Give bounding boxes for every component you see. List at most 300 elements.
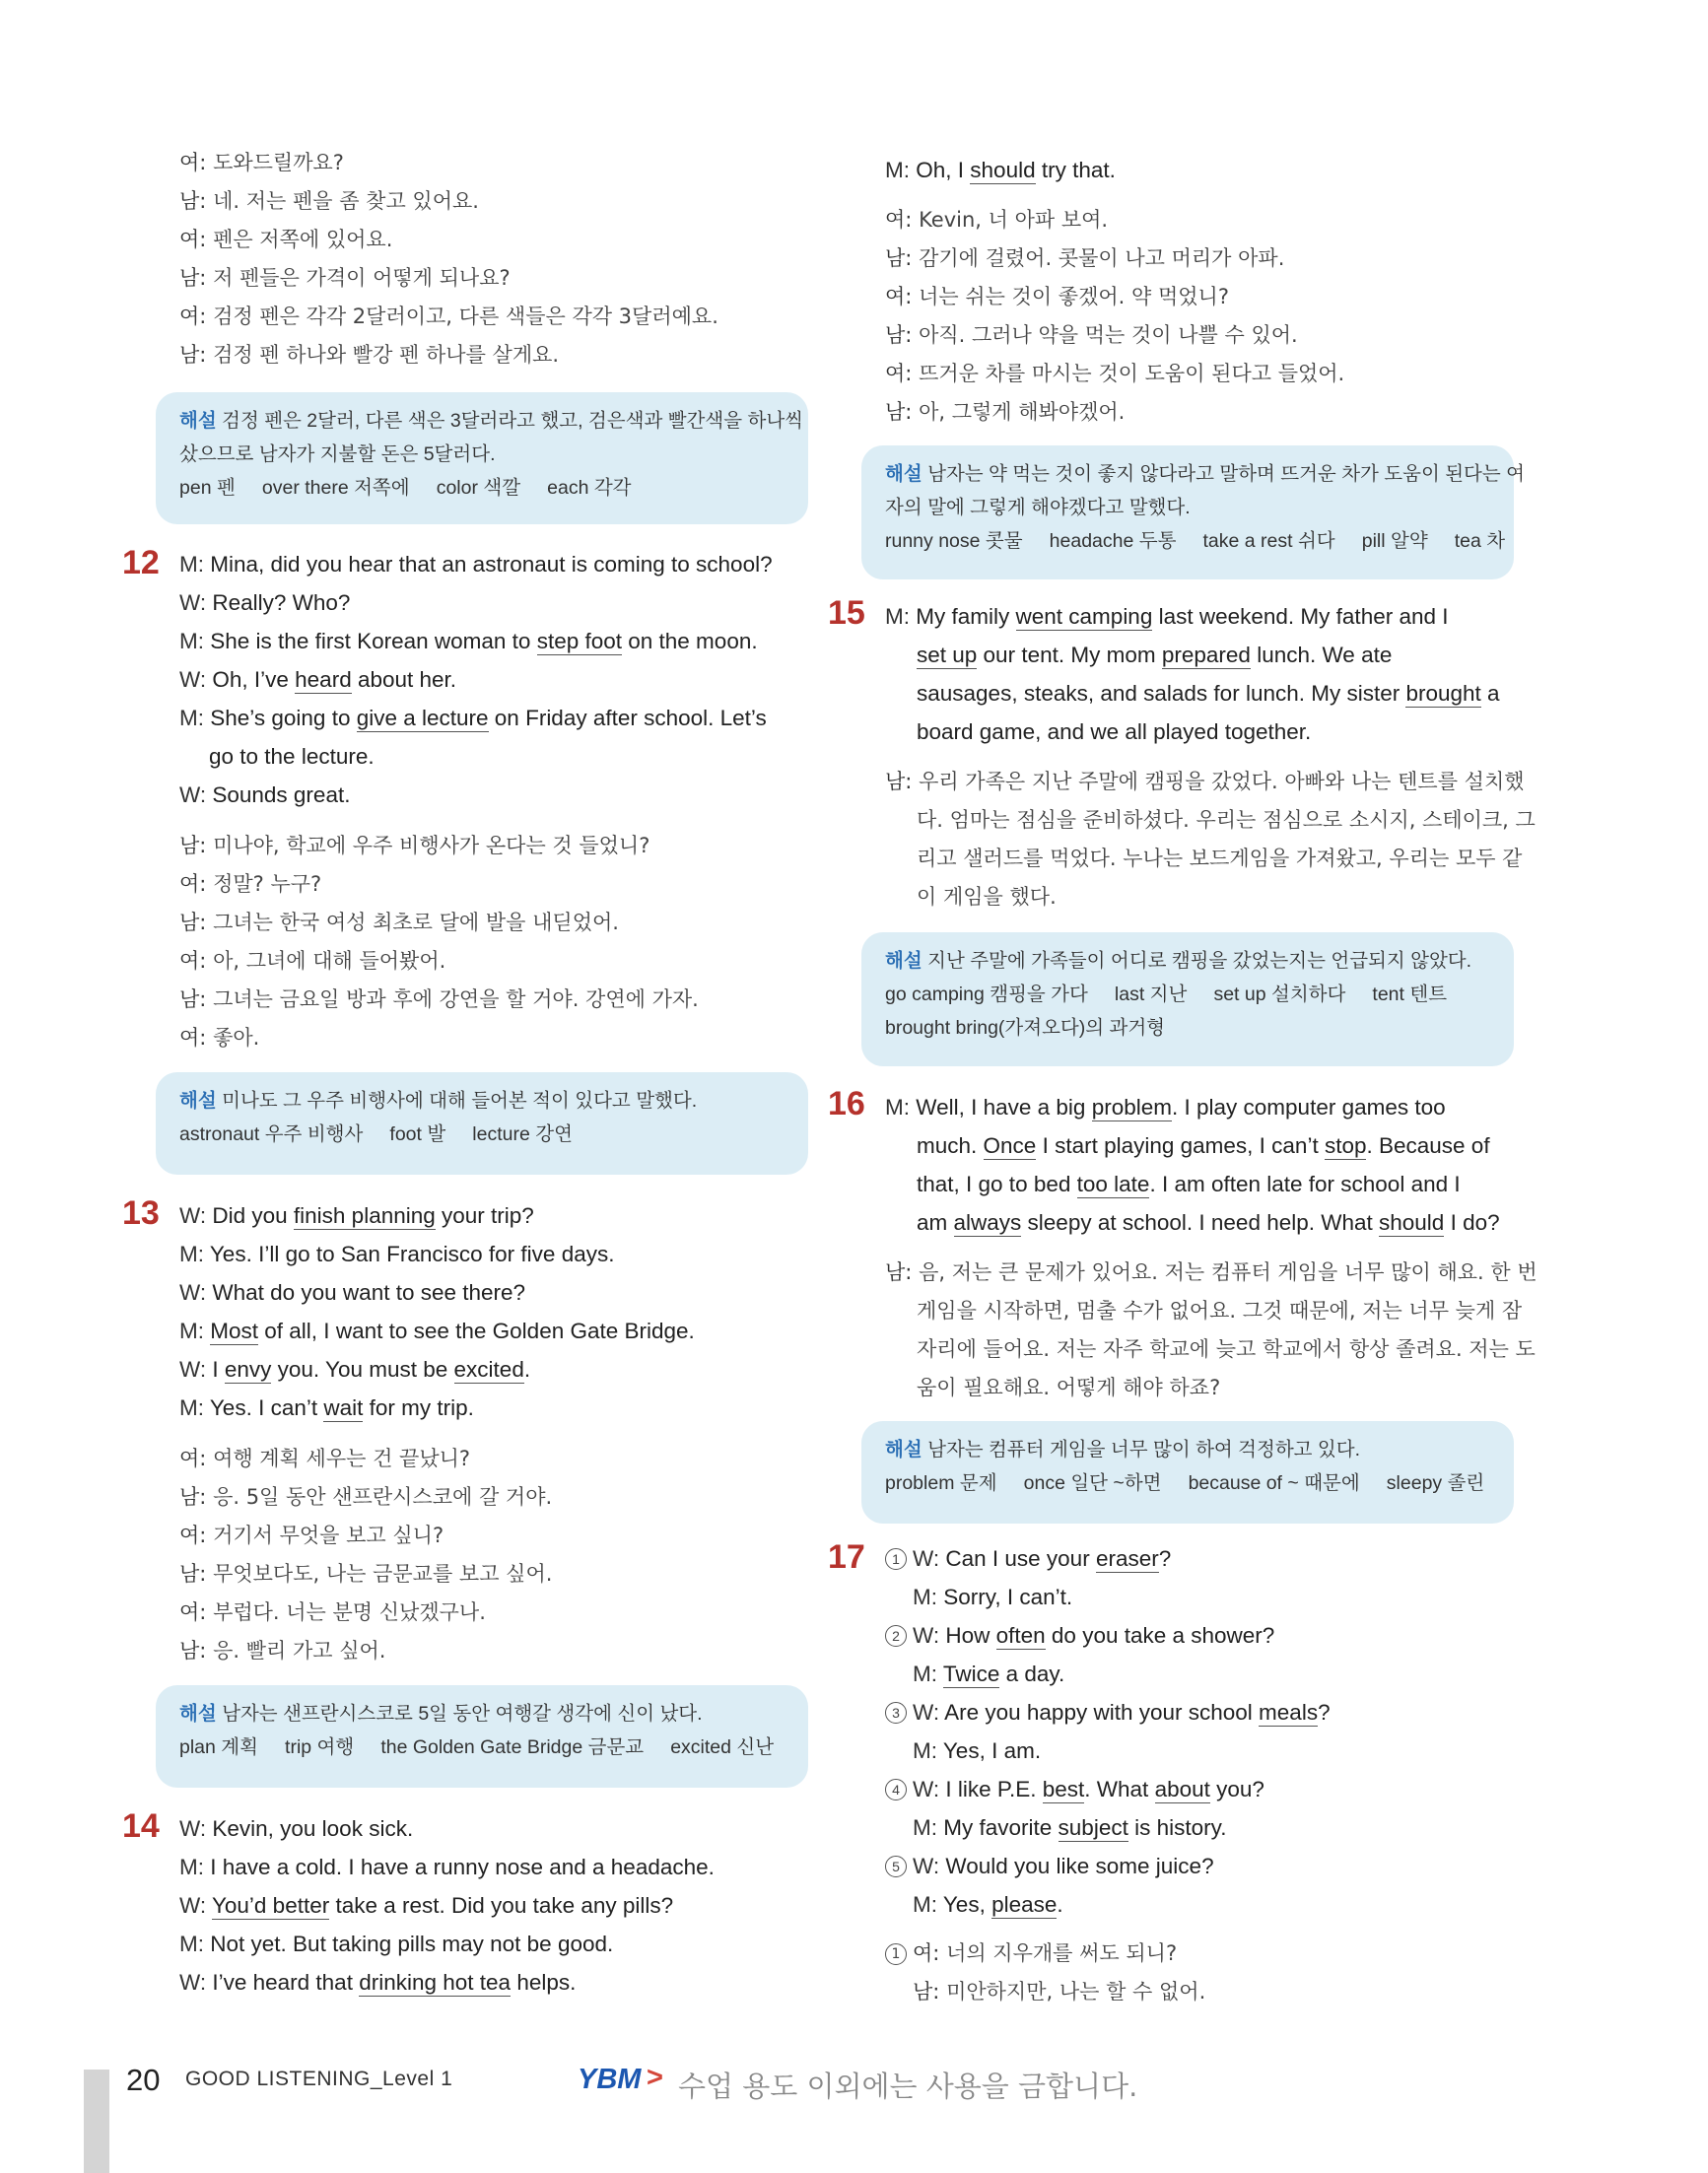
dialog-text: I have a cold. I have a runny nose and a headache. xyxy=(210,1855,715,1879)
translation-text: 이 게임을 했다. xyxy=(917,885,1057,909)
choice-number: 3 xyxy=(885,1702,907,1724)
translation-text: 아직. 그러나 약을 먹는 것이 나쁠 수 있어. xyxy=(919,323,1298,347)
dialog-text: lunch. We ate xyxy=(1250,643,1393,667)
dialog-text: I do? xyxy=(1444,1210,1500,1235)
dialog-text: that, I go to bed xyxy=(917,1172,1077,1196)
dialog-line xyxy=(179,545,773,583)
speaker-label: W: xyxy=(179,1893,207,1918)
dialog-line xyxy=(885,597,1449,636)
explanation-label: 해설 xyxy=(885,1439,922,1460)
dialog-text: She is the first Korean woman to xyxy=(210,629,537,653)
explanation-box xyxy=(156,392,808,524)
speaker-label: M: xyxy=(885,604,910,629)
blank-answer: You’d better xyxy=(211,1893,330,1918)
translation-text: 도와드릴까요? xyxy=(213,151,344,174)
dialog-line xyxy=(179,776,350,814)
translation-line xyxy=(179,942,445,981)
explanation-body: 남자는 약 먹는 것이 좋지 않다라고 말하며 뜨거운 차가 도움이 된다는 여 xyxy=(927,463,1525,485)
speaker-label: 남: xyxy=(179,189,207,213)
translation-text: 검정 펜은 각각 2달러이고, 다른 색들은 각각 3달러예요. xyxy=(213,305,718,328)
dialog-text: sausages, steaks, and salads for lunch. My sister xyxy=(917,681,1406,706)
speaker-label: W: xyxy=(179,1970,207,1995)
explanation-box xyxy=(861,1421,1514,1524)
blank-answer: give a lecture xyxy=(356,706,489,730)
dialog-line xyxy=(917,1165,1461,1203)
translation-text: 다. 엄마는 점심을 준비하셨다. 우리는 점심으로 소시지, 스테이크, 그 xyxy=(917,808,1536,832)
speaker-label: M: xyxy=(885,1095,910,1120)
speaker-label: 여: xyxy=(179,305,207,328)
dialog-text: I xyxy=(212,1357,225,1382)
blank-answer: meals xyxy=(1259,1700,1319,1725)
blank-answer: often xyxy=(995,1623,1046,1648)
dialog-text: Sorry, I can’t. xyxy=(943,1585,1073,1609)
blank-answer: best xyxy=(1042,1777,1085,1801)
translation-text: 정말? 누구? xyxy=(213,872,322,896)
dialog-line xyxy=(917,1203,1500,1242)
translation-line xyxy=(917,801,1536,840)
speaker-label: M: xyxy=(179,1395,204,1420)
translation-line xyxy=(179,182,479,221)
dialog-text: . xyxy=(523,1357,531,1382)
translation-line xyxy=(179,298,718,336)
dialog-line xyxy=(179,622,758,660)
translation-text: 움이 필요해요. 어떻게 해야 하죠? xyxy=(917,1376,1221,1399)
dialog-line xyxy=(885,1088,1446,1126)
explanation-body: 검정 펜은 2달러, 다른 색은 3달러라고 했고, 검은색과 빨간색을 하나씩 xyxy=(222,410,803,432)
speaker-label: M: xyxy=(913,1738,937,1763)
dialog-line xyxy=(917,674,1500,713)
dialog-line xyxy=(913,1732,1041,1770)
translation-line xyxy=(179,1478,552,1517)
speaker-label: 남: xyxy=(913,1980,940,2003)
translation-text: 응. 5일 동안 샌프란시스코에 갈 거야. xyxy=(213,1485,553,1509)
translation-line xyxy=(885,316,1298,355)
speaker-label: M: xyxy=(179,706,204,730)
question-number: 14 xyxy=(122,1807,160,1845)
dialog-text: take a rest. Did you take any pills? xyxy=(329,1893,674,1918)
dialog-text: Sounds great. xyxy=(212,782,351,807)
translation-text: 뜨거운 차를 마시는 것이 도움이 된다고 들었어. xyxy=(919,362,1345,385)
dialog-text: go to the lecture. xyxy=(209,744,375,769)
vocab-list: problem 문제 once 일단 ~하면 because of ~ 때문에 sleepy 졸린 xyxy=(885,1472,1485,1494)
dialog-line xyxy=(179,1350,530,1389)
blank-answer: always xyxy=(953,1210,1022,1235)
speaker-label: M: xyxy=(179,1319,204,1343)
dialog-text: Yes. I can’t xyxy=(209,1395,324,1420)
speaker-label: 남: xyxy=(885,770,913,793)
translation-text: 미안하지만, 나는 할 수 없어. xyxy=(946,1980,1206,2003)
book-title: GOOD LISTENING_Level 1 xyxy=(185,2068,453,2090)
translation-line xyxy=(917,1369,1220,1407)
dialog-line xyxy=(179,1235,614,1273)
explanation-body: 지난 주말에 가족들이 어디로 캠핑을 갔었는지는 언급되지 않았다. xyxy=(927,950,1472,972)
vocab-list: runny nose 콧물 headache 두통 take a rest 쉬다 pill 알약 tea 차 xyxy=(885,530,1506,552)
translation-line xyxy=(885,201,1108,239)
dialog-line xyxy=(179,1963,576,2002)
dialog-text: on the moon. xyxy=(622,629,758,653)
translation-text: 거기서 무엇을 보고 싶니? xyxy=(213,1524,444,1547)
dialog-text: helps. xyxy=(511,1970,577,1995)
dialog-text: Really? Who? xyxy=(212,590,351,615)
dialog-text: Oh, I’ve xyxy=(212,667,296,692)
blank-answer: subject xyxy=(1058,1815,1128,1840)
blank-answer: step foot xyxy=(536,629,622,653)
speaker-label: 남: xyxy=(179,834,207,857)
dialog-line xyxy=(179,1389,474,1427)
translation-text: 너의 지우개를 써도 되니? xyxy=(946,1941,1178,1965)
dialog-text: Kevin, you look sick. xyxy=(212,1816,414,1841)
speaker-label: 여: xyxy=(913,1941,940,1965)
translation-line xyxy=(179,904,619,942)
dialog-text: Yes, xyxy=(942,1892,992,1917)
blank-answer: Most xyxy=(210,1319,259,1343)
speaker-label: 남: xyxy=(179,987,207,1011)
dialog-text: I start playing games, I can’t xyxy=(1036,1133,1325,1158)
translation-text: 자리에 들어요. 저는 자주 학교에 늦고 학교에서 항상 졸려요. 저는 도 xyxy=(917,1337,1536,1361)
dialog-line xyxy=(913,1655,1064,1693)
dialog-text: you. You must be xyxy=(271,1357,454,1382)
speaker-label: W: xyxy=(179,782,207,807)
dialog-text: She’s going to xyxy=(210,706,357,730)
dialog-text: is history. xyxy=(1127,1815,1227,1840)
speaker-label: 남: xyxy=(179,1562,207,1586)
speaker-label: M: xyxy=(913,1892,937,1917)
dialog-text: ? xyxy=(1318,1700,1331,1725)
speaker-label: 여: xyxy=(179,872,207,896)
speaker-label: M: xyxy=(913,1815,937,1840)
explanation-body: 남자는 컴퓨터 게임을 너무 많이 하여 걱정하고 있다. xyxy=(927,1439,1361,1460)
explanation-text xyxy=(885,1433,1360,1466)
speaker-label: 남: xyxy=(885,1260,913,1284)
dialog-text: ? xyxy=(1158,1546,1172,1571)
explanation-box xyxy=(156,1685,808,1788)
explanation-box xyxy=(156,1072,808,1175)
speaker-label: 여: xyxy=(885,362,913,385)
speaker-label: 여: xyxy=(179,949,207,973)
explanation-label: 해설 xyxy=(885,950,922,972)
footer-bar xyxy=(84,2070,109,2173)
translation-text: 검정 펜 하나와 빨강 펜 하나를 살게요. xyxy=(213,343,560,367)
dialog-text: last weekend. My father and I xyxy=(1152,604,1449,629)
speaker-label: M: xyxy=(179,629,204,653)
translation-line xyxy=(913,1973,1205,2011)
dialog-line xyxy=(179,1925,613,1963)
speaker-label: 여: xyxy=(179,1524,207,1547)
vocab-list: brought bring(가져오다)의 과거형 xyxy=(885,1017,1166,1039)
translation-line xyxy=(179,221,392,259)
translation-line xyxy=(885,239,1284,278)
translation-line xyxy=(179,336,559,374)
explanation-text: 샀으므로 남자가 지불할 돈은 5달러다. xyxy=(179,443,496,465)
translation-line xyxy=(885,278,1229,316)
translation-text: 아, 그녀에 대해 들어봤어. xyxy=(213,949,446,973)
translation-text: 네. 저는 펜을 좀 찾고 있어요. xyxy=(213,189,479,213)
question-number: 16 xyxy=(828,1085,865,1122)
usage-notice: 수업 용도 이외에는 사용을 금합니다. xyxy=(678,2070,1138,2103)
page-number: 20 xyxy=(126,2063,161,2097)
translation-line xyxy=(179,1632,385,1670)
speaker-label: W: xyxy=(179,667,207,692)
speaker-label: 남: xyxy=(179,1639,207,1663)
speaker-label: M: xyxy=(885,158,910,182)
translation-text: 미나야, 학교에 우주 비행사가 온다는 것 들었니? xyxy=(213,834,650,857)
dialog-text: . Because of xyxy=(1366,1133,1490,1158)
blank-answer: envy xyxy=(224,1357,272,1382)
dialog-text: do you take a shower? xyxy=(1045,1623,1275,1648)
blank-answer: eraser xyxy=(1095,1546,1159,1571)
explanation-label: 해설 xyxy=(179,410,217,432)
translation-line xyxy=(179,1440,470,1478)
dialog-text: a day. xyxy=(999,1662,1065,1686)
explanation-box xyxy=(861,932,1514,1066)
translation-line xyxy=(179,1517,444,1555)
translation-text: 음, 저는 큰 문제가 있어요. 저는 컴퓨터 게임을 너무 많이 해요. 한 번 xyxy=(919,1260,1537,1284)
translation-text: 펜은 저쪽에 있어요. xyxy=(213,228,393,251)
speaker-label: 남: xyxy=(885,323,913,347)
blank-answer: set up xyxy=(917,643,978,667)
dialog-line xyxy=(913,1808,1226,1847)
translation-line xyxy=(917,1292,1522,1330)
translation-line xyxy=(885,393,1125,432)
dialog-line xyxy=(179,699,767,737)
speaker-label: 남: xyxy=(179,1485,207,1509)
explanation-label: 해설 xyxy=(179,1090,217,1112)
speaker-label: W: xyxy=(179,1203,207,1228)
dialog-text: My family xyxy=(916,604,1016,629)
speaker-label: 남: xyxy=(179,266,207,290)
translation-text: 여행 계획 세우는 건 끝났니? xyxy=(213,1447,471,1470)
vocab-list: astronaut 우주 비행사 foot 발 lecture 강연 xyxy=(179,1123,573,1145)
dialog-text: Not yet. But taking pills may not be good. xyxy=(210,1932,614,1956)
translation-line xyxy=(179,865,321,904)
dialog-line xyxy=(885,1847,1214,1885)
blank-answer: problem xyxy=(1091,1095,1172,1120)
question-number: 12 xyxy=(122,544,160,581)
translation-text: 아, 그렇게 해봐야겠어. xyxy=(919,400,1126,424)
translation-line xyxy=(885,1935,1177,1973)
speaker-label: M: xyxy=(179,1242,204,1266)
dialog-text: try that. xyxy=(1035,158,1116,182)
chevron-icon: > xyxy=(647,2062,663,2093)
speaker-label: 여: xyxy=(885,208,913,232)
dialog-text: . xyxy=(1057,1892,1063,1917)
question-number: 13 xyxy=(122,1194,160,1232)
dialog-text: I like P.E. xyxy=(945,1777,1043,1801)
ybm-logo: YBM xyxy=(578,2064,642,2095)
dialog-line xyxy=(885,1539,1171,1578)
vocab-list: plan 계획 trip 여행 the Golden Gate Bridge 금문교 excited 신난 xyxy=(179,1736,775,1758)
dialog-text: am xyxy=(917,1210,954,1235)
blank-answer: finish planning xyxy=(293,1203,436,1228)
blank-answer: stop xyxy=(1324,1133,1367,1158)
dialog-line xyxy=(179,1196,534,1235)
translation-line xyxy=(179,981,699,1019)
blank-answer: about xyxy=(1154,1777,1210,1801)
dialog-line xyxy=(917,1126,1490,1165)
translation-text: 부럽다. 너는 분명 신났겠구나. xyxy=(213,1600,486,1624)
dialog-line xyxy=(179,1312,695,1350)
dialog-text: Yes, I am. xyxy=(942,1738,1042,1763)
vocab-list: pen 펜 over there 저쪽에 color 색깔 each 각각 xyxy=(179,477,632,499)
dialog-text: Would you like some juice? xyxy=(945,1854,1214,1878)
dialog-line xyxy=(179,660,456,699)
dialog-text: board game, and we all played together. xyxy=(917,719,1312,744)
speaker-label: W: xyxy=(913,1777,940,1801)
choice-number: 2 xyxy=(885,1625,907,1647)
choice-number: 4 xyxy=(885,1779,907,1800)
speaker-label: 여: xyxy=(885,285,913,308)
dialog-text: . I am often late for school and I xyxy=(1149,1172,1461,1196)
dialog-line xyxy=(913,1885,1063,1924)
translation-text: 응. 빨리 가고 싶어. xyxy=(213,1639,386,1663)
speaker-label: M: xyxy=(179,552,204,577)
blank-answer: too late xyxy=(1076,1172,1150,1196)
speaker-label: W: xyxy=(913,1700,940,1725)
speaker-label: W: xyxy=(179,590,207,615)
dialog-line xyxy=(209,737,375,776)
blank-answer: should xyxy=(1379,1210,1445,1235)
speaker-label: W: xyxy=(179,1816,207,1841)
dialog-text: Mina, did you hear that an astronaut is coming to school? xyxy=(210,552,773,577)
translation-line xyxy=(885,355,1344,393)
dialog-text: for my trip. xyxy=(363,1395,474,1420)
explanation-box xyxy=(861,445,1525,579)
translation-text: 게임을 시작하면, 멈출 수가 없어요. 그것 때문에, 저는 너무 늦게 잠 xyxy=(917,1299,1523,1323)
explanation-text: 자의 말에 그렇게 해야겠다고 말했다. xyxy=(885,497,1191,518)
blank-answer: please xyxy=(991,1892,1058,1917)
translation-text: 저 펜들은 가격이 어떻게 되나요? xyxy=(213,266,511,290)
speaker-label: 여: xyxy=(179,151,207,174)
translation-text: 우리 가족은 지난 주말에 캠핑을 갔었다. 아빠와 나는 텐트를 설치했 xyxy=(919,770,1525,793)
speaker-label: M: xyxy=(179,1855,204,1879)
dialog-text: What do you want to see there? xyxy=(212,1280,526,1305)
dialog-text: . What xyxy=(1084,1777,1155,1801)
translation-line xyxy=(885,763,1525,801)
speaker-label: 여: xyxy=(179,1026,207,1050)
speaker-label: 여: xyxy=(179,1447,207,1470)
explanation-label: 해설 xyxy=(179,1703,217,1725)
dialog-text: . I play computer games too xyxy=(1172,1095,1446,1120)
dialog-line xyxy=(917,713,1311,751)
explanation-body: 남자는 샌프란시스코로 5일 동안 여행갈 생각에 신이 났다. xyxy=(222,1703,703,1725)
blank-answer: drinking hot tea xyxy=(359,1970,512,1995)
translation-text: 좋아. xyxy=(213,1026,260,1050)
dialog-line xyxy=(885,1693,1331,1732)
dialog-text: I’ve heard that xyxy=(212,1970,360,1995)
speaker-label: 남: xyxy=(885,246,913,270)
blank-answer: should xyxy=(970,158,1036,182)
speaker-label: W: xyxy=(913,1854,940,1878)
dialog-text: Can I use your xyxy=(945,1546,1096,1571)
speaker-label: M: xyxy=(179,1932,204,1956)
question-number: 15 xyxy=(828,594,865,632)
choice-number: 1 xyxy=(885,1943,907,1965)
explanation-text xyxy=(179,1084,697,1118)
blank-answer: brought xyxy=(1405,681,1481,706)
blank-answer: Twice xyxy=(942,1662,1000,1686)
dialog-text: sleepy at school. I need help. What xyxy=(1021,1210,1380,1235)
blank-answer: heard xyxy=(295,667,352,692)
dialog-text: on Friday after school. Let’s xyxy=(488,706,767,730)
speaker-label: 남: xyxy=(885,400,913,424)
blank-answer: excited xyxy=(453,1357,524,1382)
dialog-text: Did you xyxy=(212,1203,294,1228)
translation-text: 무엇보다도, 나는 금문교를 보고 싶어. xyxy=(213,1562,553,1586)
question-number: 17 xyxy=(828,1538,865,1576)
translation-line xyxy=(917,840,1522,878)
dialog-text: How xyxy=(945,1623,996,1648)
choice-number: 1 xyxy=(885,1548,907,1570)
dialog-text: of all, I want to see the Golden Gate Bridge. xyxy=(258,1319,695,1343)
explanation-label: 해설 xyxy=(885,463,922,485)
dialog-text: you? xyxy=(1209,1777,1264,1801)
explanation-text xyxy=(885,944,1471,978)
speaker-label: W: xyxy=(179,1357,207,1382)
translation-line xyxy=(179,1019,259,1057)
translation-line xyxy=(917,1330,1536,1369)
speaker-label: W: xyxy=(913,1623,940,1648)
speaker-label: W: xyxy=(913,1546,940,1571)
vocab-list: go camping 캠핑을 가다 last 지난 set up 설치하다 tent 텐트 xyxy=(885,984,1448,1005)
dialog-text: much. xyxy=(917,1133,984,1158)
translation-text: 그녀는 금요일 방과 후에 강연을 할 거야. 강연에 가자. xyxy=(213,987,699,1011)
translation-line xyxy=(179,1555,552,1594)
dialog-line xyxy=(885,151,1116,189)
explanation-text xyxy=(179,404,803,438)
speaker-label: 여: xyxy=(179,228,207,251)
translation-text: 감기에 걸렸어. 콧물이 나고 머리가 아파. xyxy=(919,246,1285,270)
dialog-line xyxy=(179,1886,673,1925)
dialog-line xyxy=(885,1770,1264,1808)
explanation-text xyxy=(179,1697,703,1731)
dialog-line xyxy=(913,1578,1072,1616)
speaker-label: 남: xyxy=(179,911,207,934)
dialog-text: My favorite xyxy=(943,1815,1059,1840)
speaker-label: M: xyxy=(913,1585,937,1609)
dialog-text: Oh, I xyxy=(916,158,971,182)
dialog-text: our tent. My mom xyxy=(977,643,1162,667)
dialog-line xyxy=(179,1848,715,1886)
speaker-label: 남: xyxy=(179,343,207,367)
dialog-text: Are you happy with your school xyxy=(944,1700,1260,1725)
speaker-label: M: xyxy=(913,1662,937,1686)
translation-line xyxy=(179,259,511,298)
dialog-line xyxy=(179,1273,525,1312)
explanation-body: 미나도 그 우주 비행사에 대해 들어본 적이 있다고 말했다. xyxy=(222,1090,698,1112)
speaker-label: W: xyxy=(179,1280,207,1305)
dialog-line xyxy=(917,636,1392,674)
translation-text: Kevin, 너 아파 보여. xyxy=(919,208,1109,232)
translation-text: 너는 쉬는 것이 좋겠어. 약 먹었니? xyxy=(919,285,1229,308)
blank-answer: prepared xyxy=(1161,643,1251,667)
dialog-text: Well, I have a big xyxy=(916,1095,1092,1120)
translation-line xyxy=(179,144,344,182)
dialog-text: a xyxy=(1480,681,1500,706)
translation-line xyxy=(179,1594,486,1632)
choice-number: 5 xyxy=(885,1856,907,1877)
translation-text: 리고 샐러드를 먹었다. 누나는 보드게임을 가져왔고, 우리는 모두 같 xyxy=(917,847,1523,870)
dialog-line xyxy=(179,583,350,622)
blank-answer: wait xyxy=(323,1395,364,1420)
explanation-text xyxy=(885,457,1525,491)
speaker-label: 여: xyxy=(179,1600,207,1624)
blank-answer: Once xyxy=(983,1133,1037,1158)
dialog-text: about her. xyxy=(351,667,457,692)
dialog-line xyxy=(885,1616,1274,1655)
blank-answer: went camping xyxy=(1015,604,1153,629)
dialog-text: Yes. I’ll go to San Francisco for five days. xyxy=(209,1242,615,1266)
translation-line xyxy=(917,878,1057,917)
